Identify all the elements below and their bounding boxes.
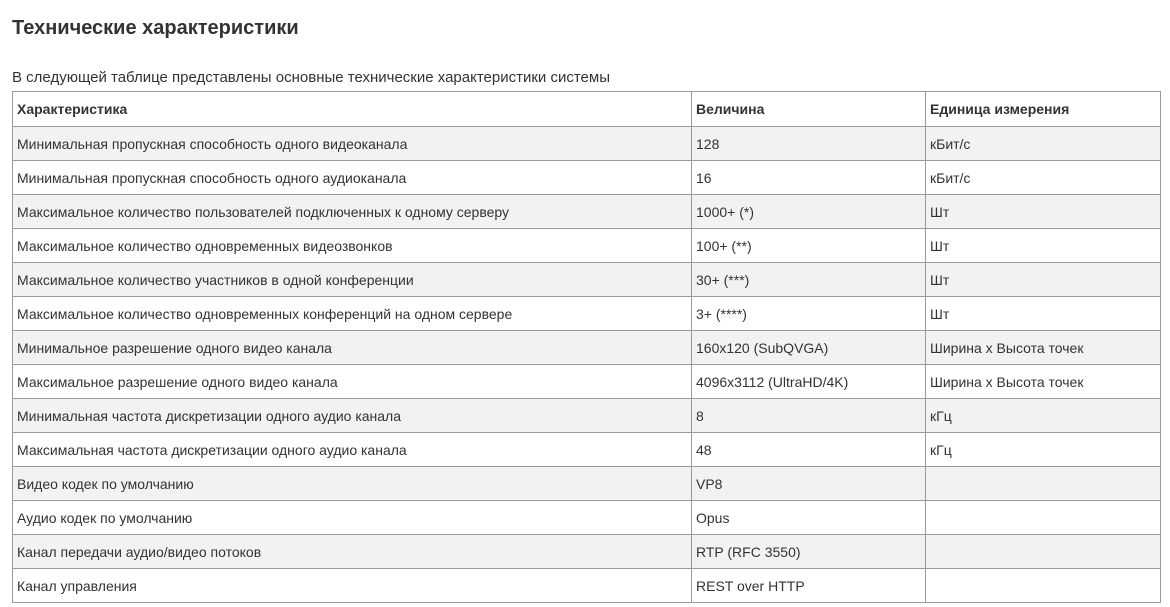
table-header-row (13, 92, 1161, 127)
table-row (13, 195, 1161, 229)
table-row (13, 365, 1161, 399)
cell-value: 48 (692, 433, 926, 467)
cell-value: 4096x3112 (UltraHD/4K) (692, 365, 926, 399)
cell-characteristic: Аудио кодек по умолчанию (13, 501, 692, 535)
intro-text: В следующей таблице представлены основные технические характеристики системы (12, 69, 610, 86)
table-row (13, 297, 1161, 331)
table-row (13, 535, 1161, 569)
cell-value: REST over HTTP (692, 569, 926, 603)
cell-unit: кГц (926, 399, 1161, 433)
cell-value: 30+ (***) (692, 263, 926, 297)
table-row (13, 263, 1161, 297)
cell-characteristic: Минимальная пропускная способность одного видеоканала (13, 127, 692, 161)
table-row (13, 467, 1161, 501)
table-row (13, 433, 1161, 467)
header-characteristic: Характеристика (13, 92, 692, 127)
cell-value: Opus (692, 501, 926, 535)
page-title: Технические характеристики (12, 17, 299, 39)
specs-table (12, 91, 1161, 603)
cell-unit: Шт (926, 297, 1161, 331)
cell-characteristic: Максимальное количество одновременных видеозвонков (13, 229, 692, 263)
cell-characteristic: Канал управления (13, 569, 692, 603)
table-row (13, 229, 1161, 263)
cell-characteristic: Максимальное количество одновременных конференций на одном сервере (13, 297, 692, 331)
cell-unit: Ширина x Высота точек (926, 365, 1161, 399)
cell-characteristic: Максимальное разрешение одного видео канала (13, 365, 692, 399)
cell-unit (926, 467, 1161, 501)
cell-characteristic: Канал передачи аудио/видео потоков (13, 535, 692, 569)
cell-unit: Шт (926, 263, 1161, 297)
cell-value: 8 (692, 399, 926, 433)
cell-characteristic: Минимальное разрешение одного видео канала (13, 331, 692, 365)
cell-value: 128 (692, 127, 926, 161)
cell-characteristic: Максимальное количество участников в одной конференции (13, 263, 692, 297)
table-row (13, 161, 1161, 195)
cell-value: RTP (RFC 3550) (692, 535, 926, 569)
table-row (13, 399, 1161, 433)
table-row (13, 127, 1161, 161)
cell-unit: кБит/с (926, 127, 1161, 161)
table-row (13, 569, 1161, 603)
header-value: Величина (692, 92, 926, 127)
cell-value: VP8 (692, 467, 926, 501)
cell-characteristic: Максимальное количество пользователей подключенных к одному серверу (13, 195, 692, 229)
cell-value: 16 (692, 161, 926, 195)
cell-unit: кГц (926, 433, 1161, 467)
cell-unit: Шт (926, 229, 1161, 263)
cell-characteristic: Видео кодек по умолчанию (13, 467, 692, 501)
table-row (13, 331, 1161, 365)
cell-characteristic: Минимальная частота дискретизации одного аудио канала (13, 399, 692, 433)
cell-value: 160x120 (SubQVGA) (692, 331, 926, 365)
cell-characteristic: Максимальная частота дискретизации одного аудио канала (13, 433, 692, 467)
cell-unit: Ширина x Высота точек (926, 331, 1161, 365)
cell-unit (926, 569, 1161, 603)
cell-value: 100+ (**) (692, 229, 926, 263)
cell-unit: Шт (926, 195, 1161, 229)
cell-value: 1000+ (*) (692, 195, 926, 229)
cell-unit (926, 535, 1161, 569)
table-row (13, 501, 1161, 535)
cell-characteristic: Минимальная пропускная способность одного аудиоканала (13, 161, 692, 195)
cell-value: 3+ (****) (692, 297, 926, 331)
cell-unit: кБит/с (926, 161, 1161, 195)
cell-unit (926, 501, 1161, 535)
table-body (13, 127, 1161, 603)
header-unit: Единица измерения (926, 92, 1161, 127)
